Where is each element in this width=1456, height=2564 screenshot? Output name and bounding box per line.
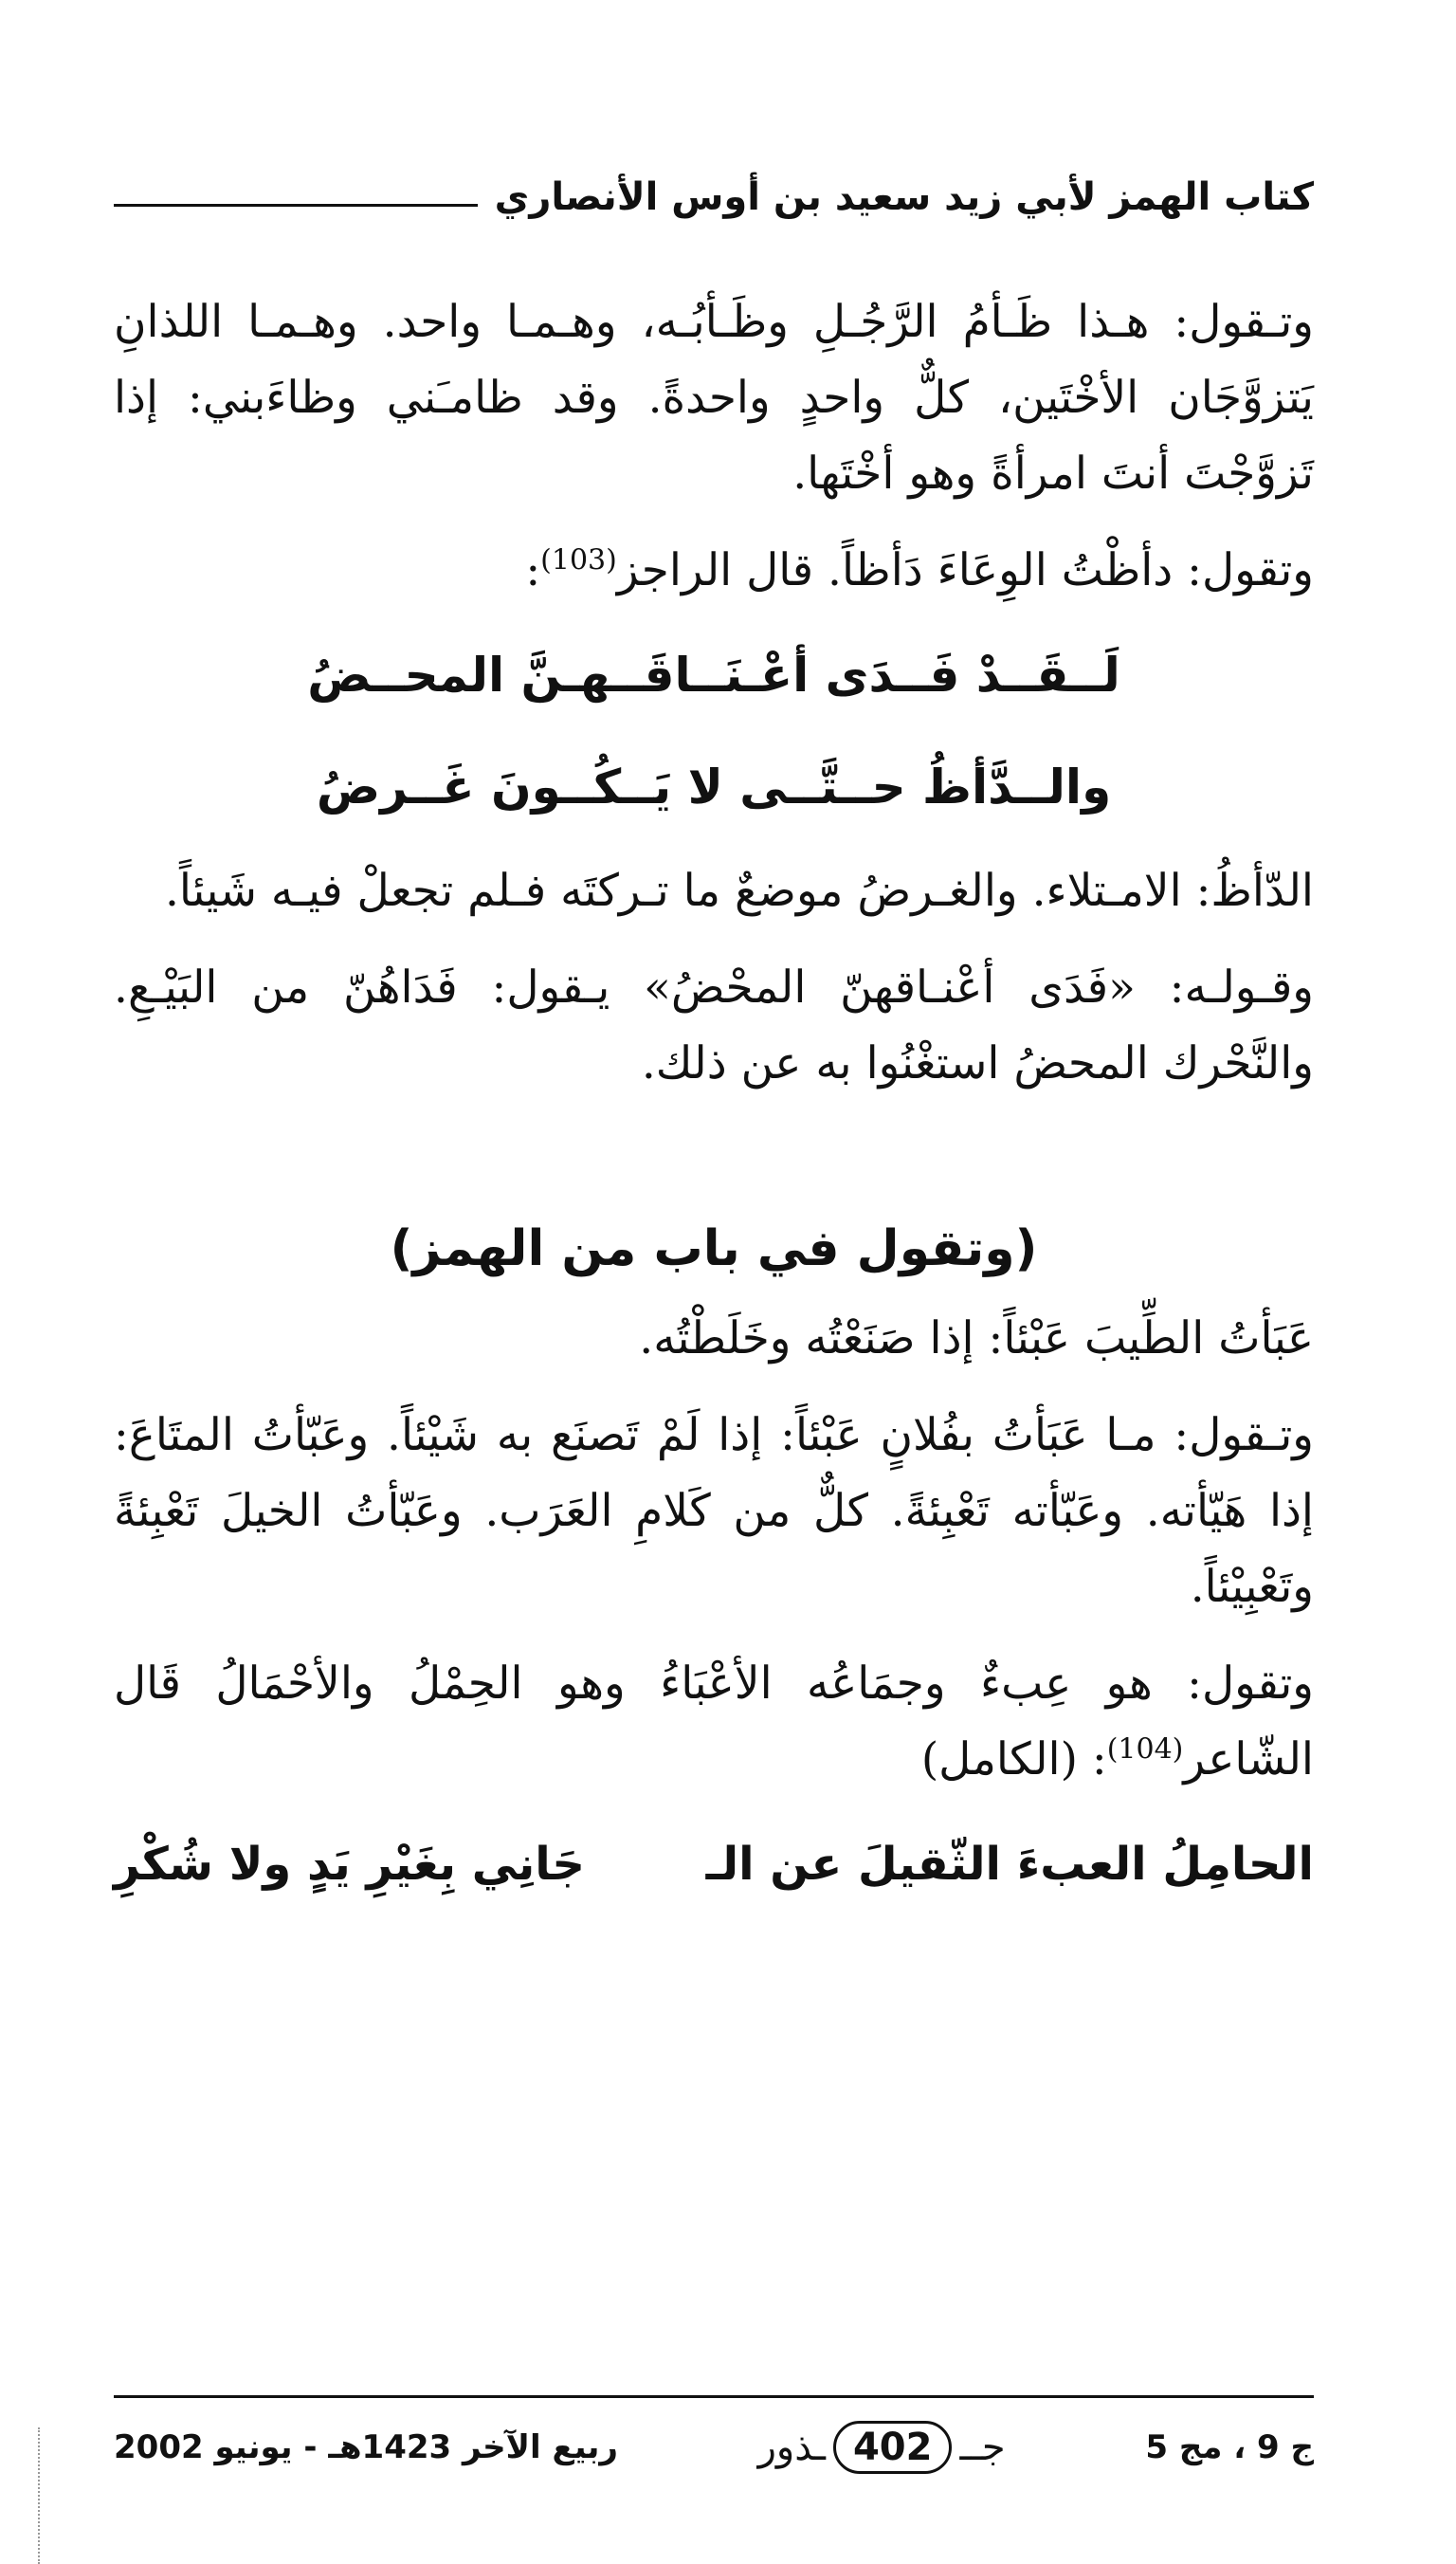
paragraph-7 (114, 1646, 1314, 1798)
journal-name-start: جــ (959, 2426, 1006, 2469)
journal-name-end: ـذور (757, 2426, 826, 2469)
paragraph-2-text: وتقول: دأظْتُ الوِعَاءَ دَأظاً. قال الراجز (616, 544, 1314, 596)
paragraph-2 (114, 533, 1314, 609)
verse-block-1 (114, 630, 1314, 833)
paragraph-7-text: وتقول: هو عِبءٌ وجمَاعُه الأعْبَاءُ وهو الحِمْلُ والأحْمَالُ قَال الشّاعر (114, 1657, 1314, 1786)
paragraph-4: وقـولـه: «فَدَى أعْنـاقهنّ المحْضُ» يـقول: فَدَاهُنّ من البَيْـعِ. والنَّحْرك المحضُ استغْنُوا به عن ذلك. (114, 962, 1314, 1090)
verse-line-2: والــدَّأظُ حــتَّــى لا يَــكُــونَ غَــرضُ (316, 760, 1112, 815)
paragraph-7-end: : (الكامل) (920, 1733, 1107, 1786)
paragraph-3: الدّأظُ: الامـتلاء. والغـرضُ موضعٌ ما تـركتَه فـلم تجعلْ فيـه شَيئاً. (164, 865, 1314, 917)
verse-line-1: لَــقَــدْ فَــدَى أعْـنَــاقَــهـنَّ المحــضُ (307, 648, 1120, 703)
verse-first-hemistich: الحامِلُ العبءَ الثّقيلَ عن الـ (705, 1838, 1314, 1891)
paragraph-5: عَبَأتُ الطِّيبَ عَبْئاً: إذا صَنَعْتُه وخَلَطْتُه. (639, 1312, 1314, 1364)
footer-date: ربيع الآخر 1423هـ - يونيو 2002 (114, 2428, 618, 2466)
footer-rule (114, 2395, 1314, 2398)
page-footer (114, 2414, 1314, 2481)
footnote-ref-103[interactable]: (103) (540, 543, 617, 577)
page-number: 402 (833, 2421, 953, 2474)
journal-logo (758, 2421, 1006, 2474)
section-heading: (وتقول في باب من الهمز) (390, 1220, 1038, 1277)
header-rule (114, 204, 478, 207)
verse-second-hemistich: جَانِي بِغَيْرِ يَدٍ ولا شُكْرِ (114, 1838, 585, 1891)
paragraph-1: وتـقول: هـذا ظَـأمُ الرَّجُـلِ وظَـأبُـه، وهـمـا واحد. وهـمـا اللذانِ يَتزوَّجَان الأخْتَين، كلٌّ واحدٍ واحدةً. وقد ظامـَني وظاءَبني: إذا تَزوَّجْتَ أنتَ امرأةً وهو أخْتَها. (114, 296, 1314, 500)
paragraph-2-end: : (525, 544, 541, 596)
body-text (114, 284, 1314, 1910)
margin-dotted-line (38, 2427, 42, 2564)
footer-volume: ج 9 ، مج 5 (1145, 2428, 1314, 2466)
footnote-ref-104[interactable]: (104) (1106, 1732, 1184, 1767)
running-header (114, 159, 1314, 235)
verse-line-3 (114, 1819, 1314, 1910)
paragraph-6: وتـقول: مـا عَبَأتُ بفُلانٍ عَبْئاً: إذا لَمْ تَصنَع به شَيْئاً. وعَبّأتُ المتَاعَ: إذا هَيّأته. وعَبّأته تَعْبِئةً. كلٌّ من كَلامِ العَرَب. وعَبّأتُ الخيلَ تَعْبِئةً وتَعْبِيْئاً. (114, 1409, 1314, 1613)
book-title: كتاب الهمز لأبي زيد سعيد بن أوس الأنصاري (494, 175, 1314, 219)
